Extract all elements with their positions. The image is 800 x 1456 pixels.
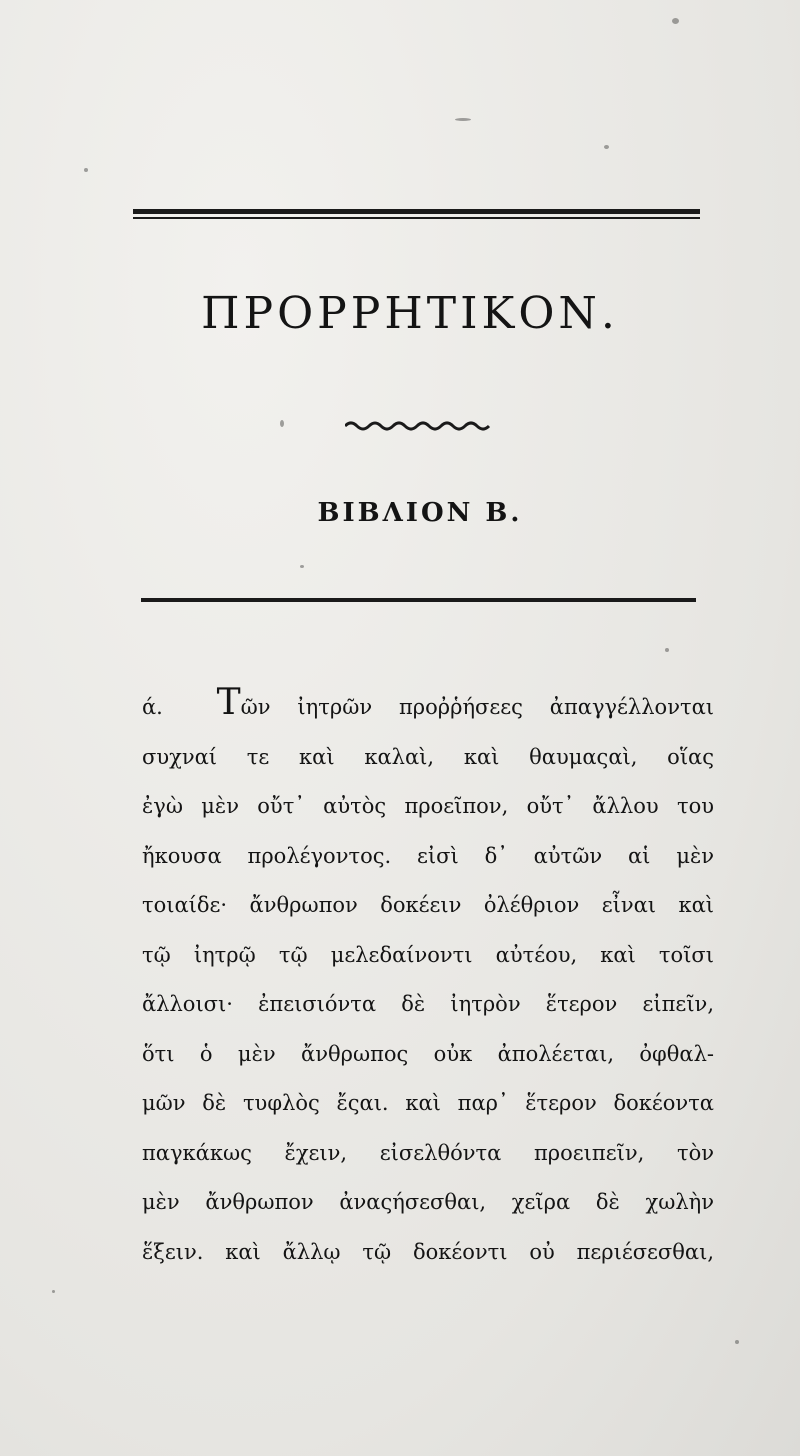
drop-cap: Τ xyxy=(216,682,241,723)
text-line-6: τῷ ἰητρῷ τῷ μελεδαίνοντι αὐτέου, καὶ τοῖσι xyxy=(142,942,714,967)
paper-speck xyxy=(84,168,88,172)
page-title: ΠΡΟΡΡΗΤΙΚΟΝ. xyxy=(201,288,619,339)
wavy-ornament xyxy=(345,420,490,432)
paper-speck xyxy=(665,648,669,652)
text-line-9: μῶν δὲ τυφλὸς ἔςαι. καὶ παρ᾽ ἕτερον δοκέοντα xyxy=(142,1091,714,1115)
text-line-11: μὲν ἄνθρωπον ἀναςήσεσθαι, χεῖρα δὲ χωλὴν xyxy=(142,1190,714,1214)
text-line-12: ἕξειν. καὶ ἄλλῳ τῷ δοκέοντι οὐ περιέσεσθαι, xyxy=(142,1239,714,1264)
text-line-10: παγκάκως ἔχειν, εἰσελθόντα προειπεῖν, τὸν xyxy=(142,1140,714,1165)
text-line-7: ἄλλοισι· ἐπεισιόντα δὲ ἰητρὸν ἕτερον εἰπεῖν, xyxy=(142,992,714,1016)
double-rule-top xyxy=(133,209,700,220)
paper-speck xyxy=(735,1340,739,1344)
paper-speck xyxy=(455,118,471,121)
paragraph-number: ά. xyxy=(142,695,163,719)
text-line-3: ἐγὼ μὲν οὔτ᾽ αὐτὸς προεῖπον, οὔτ᾽ ἄλλου του xyxy=(142,794,714,818)
paper-speck xyxy=(300,565,304,568)
paper-speck xyxy=(672,18,679,24)
text-line-2: συχναί τε καὶ καλαὶ, καὶ θαυμαςαὶ, οἵας xyxy=(142,744,714,769)
text-line-4: ἤκουσα προλέγοντος. εἰσὶ δ᾽ αὐτῶν αἱ μὲν xyxy=(142,843,714,868)
text-line-5: τοιαίδε· ἄνθρωπον δοκέειν ὀλέθριον εἶναι καὶ xyxy=(142,893,714,917)
text-line-1: ά. Τῶν ἰητρῶν προῤῥήσεες ἀπαγγέλλονται xyxy=(142,682,714,723)
paper-speck xyxy=(280,420,284,427)
paper-speck xyxy=(52,1290,55,1293)
body-text xyxy=(142,683,714,1277)
rule-divider xyxy=(141,598,696,602)
text-line-8: ὅτι ὁ μὲν ἄνθρωπος οὐκ ἀπολέεται, ὀφθαλ- xyxy=(142,1041,714,1066)
book-heading: ΒΙΒΛΙΟΝ Β. xyxy=(317,498,523,528)
paper-speck xyxy=(604,145,609,149)
